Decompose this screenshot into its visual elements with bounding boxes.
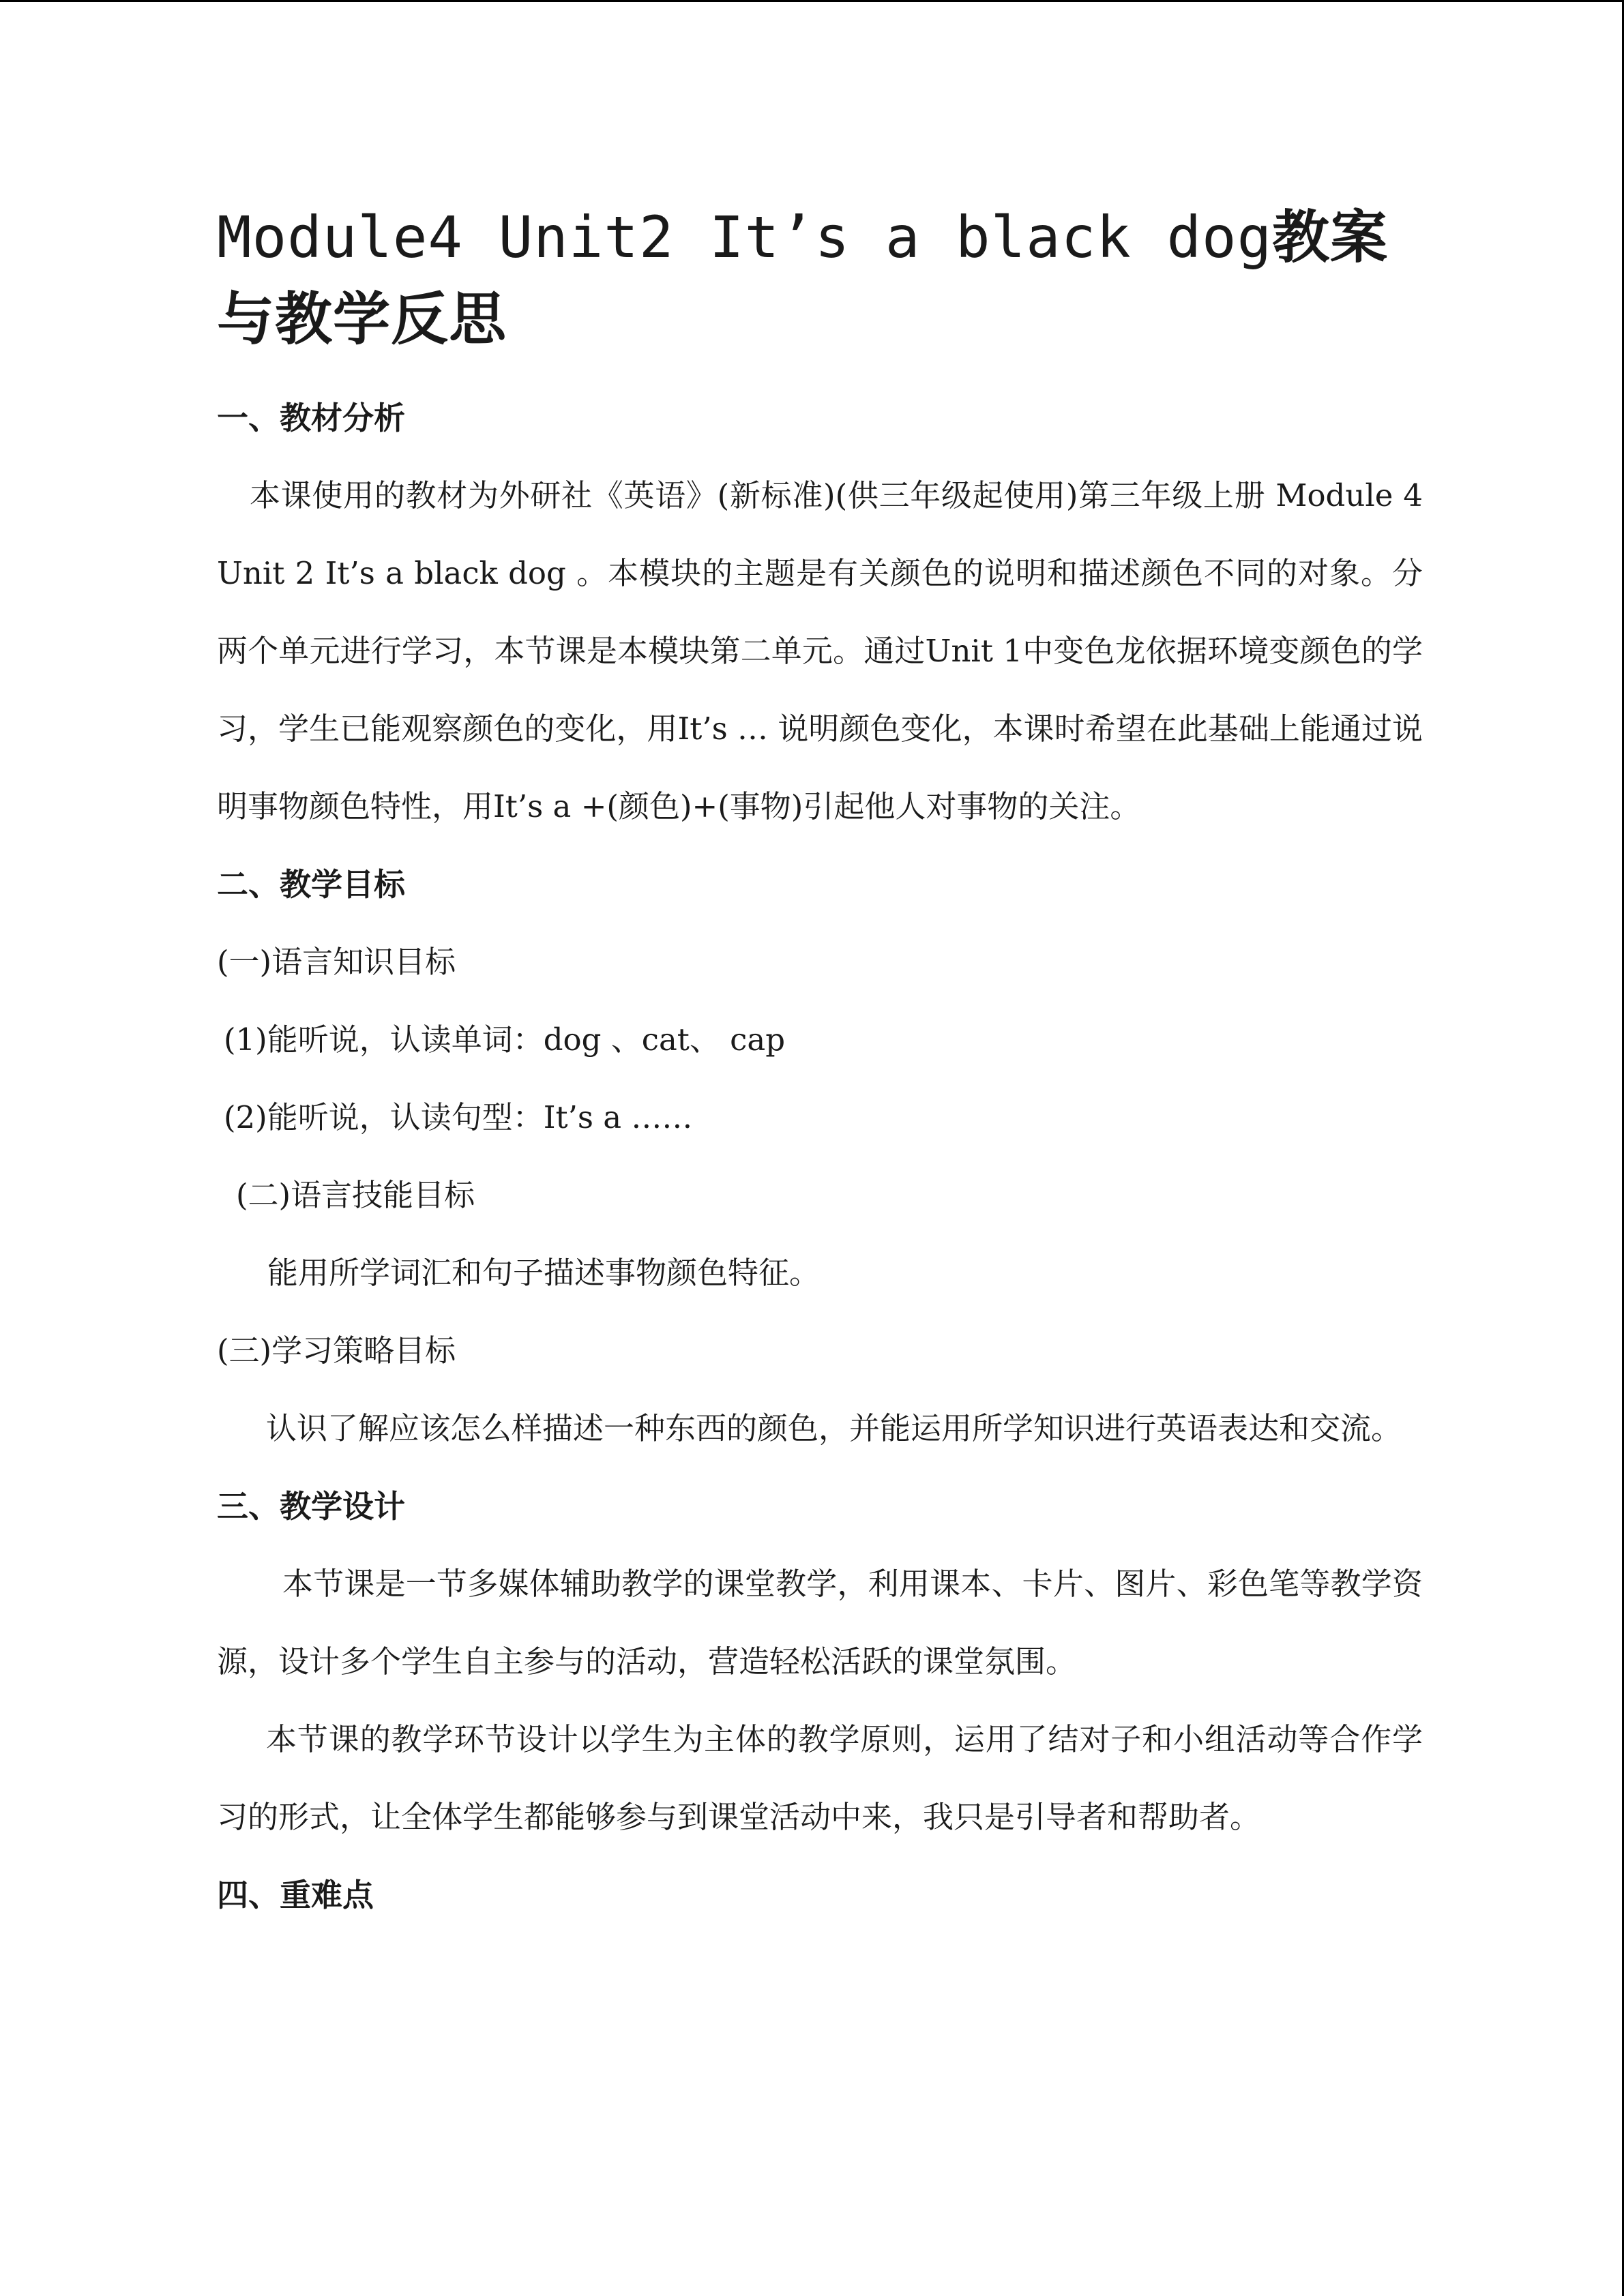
document-title [217,196,1423,360]
title-chinese: 教案与教学反思 [217,204,1389,353]
teaching-design-paragraph-1: 本节课是一节多媒体辅助教学的课堂教学，利用课本、卡片、图片、彩色笔等教学资源，设计多个学生自主参与的活动，营造轻松活跃的课堂氛围。 [217,1566,1423,1680]
objective-language-knowledge: (一)语言知识目标 [217,944,456,980]
objective-language-skills-text: 能用所学词汇和句子描述事物颜色特征。 [267,1255,821,1291]
section-heading-teaching-objectives: 二、教学目标 [217,866,405,903]
section-heading-key-difficulties: 四、重难点 [217,1877,374,1913]
title-english: Module4 Unit2 It’s a black dog [217,204,1273,271]
textbook-analysis-paragraph: 本课使用的教材为外研社《英语》(新标准)(供三年级起使用)第三年级上册 Module 4 Unit 2 It’s a black dog 。本模块的主题是有关颜色的说明和描述颜色不同的对象。分两个单元进行学习，本节课是本模块第二单元。通过Unit 1中变色龙依据环境变颜色的学习，学生已能观察颜色的变化，用It’s … 说明颜色变化，本课时希望在此基础上能通过说明事物颜色特性，用It’s a +(颜色)+(事物)引起他人对事物的关注。 [217,477,1423,824]
objective-item-sentence: (2)能听说，认读句型：It’s a …… [224,1099,693,1135]
objective-item-vocabulary: (1)能听说，认读单词：dog 、cat、 cap [224,1022,786,1058]
objective-learning-strategy: (三)学习策略目标 [217,1332,456,1369]
teaching-design-paragraph-2: 本节课的教学环节设计以学生为主体的教学原则，运用了结对子和小组活动等合作学习的形式，让全体学生都能够参与到课堂活动中来，我只是引导者和帮助者。 [217,1721,1423,1835]
section-heading-textbook-analysis: 一、教材分析 [217,400,405,436]
section-heading-teaching-design: 三、教学设计 [217,1488,405,1525]
objective-language-skills: (二)语言技能目标 [236,1177,475,1213]
document-body [217,196,1423,1934]
objective-learning-strategy-text: 认识了解应该怎么样描述一种东西的颜色，并能运用所学知识进行英语表达和交流。 [266,1410,1402,1446]
